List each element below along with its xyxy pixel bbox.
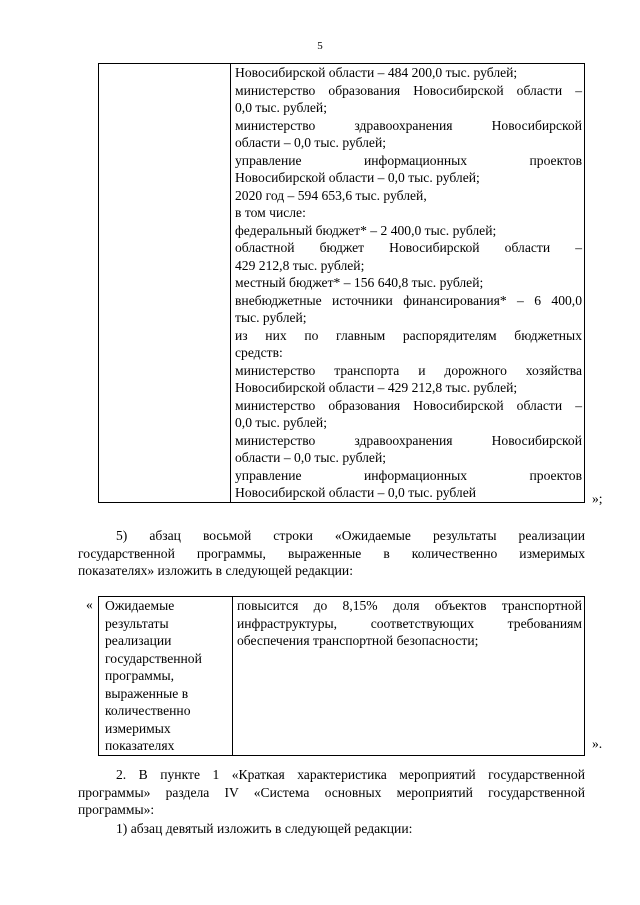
funding-table-line: управление информационных проектов — [235, 467, 582, 483]
funding-table-line: Новосибирской области – 0,0 тыс. рублей; — [235, 170, 480, 185]
funding-table-close-quote: »; — [592, 491, 603, 506]
results-table-close-quote: ». — [592, 736, 603, 751]
funding-table-right-cell — [231, 64, 585, 503]
funding-table-line: области – 0,0 тыс. рублей; — [235, 450, 387, 465]
paragraph-line: программы»: — [78, 802, 155, 817]
funding-table-line: 0,0 тыс. рублей; — [235, 100, 327, 115]
funding-table-line: 429 212,8 тыс. рублей; — [235, 257, 365, 273]
paragraph-line: государственной программы, выраженные в количественно измеримых — [78, 545, 585, 561]
results-table-label-line: реализации — [105, 633, 172, 648]
results-table-line: повысится до 8,15% доля объектов транспортной — [237, 598, 582, 613]
results-table-open-quote: « — [86, 597, 93, 612]
funding-table-line: внебюджетные источники финансирования* – 6 400,0 — [235, 292, 582, 308]
paragraph-line: 1) абзац девятый изложить в следующей редакции: — [116, 821, 413, 836]
funding-table — [98, 63, 585, 503]
funding-table-line: управление информационных проектов — [235, 152, 582, 168]
funding-table-line: Новосибирской области – 429 212,8 тыс. рублей; — [235, 380, 518, 395]
funding-table-line: министерство здравоохранения Новосибирской — [235, 432, 582, 448]
results-table-label-line: выраженные в — [105, 685, 189, 701]
page-number: 5 — [317, 40, 323, 52]
funding-table-line: 0,0 тыс. рублей; — [235, 415, 327, 430]
funding-table-line: из них по главным распорядителям бюджетных — [235, 327, 582, 343]
results-table-label-line: количественно — [105, 703, 191, 718]
results-table-label-line: результаты — [105, 615, 169, 631]
funding-table-line: 2020 год – 594 653,6 тыс. рублей, — [235, 187, 427, 203]
results-table — [98, 596, 585, 756]
funding-table-line: министерство здравоохранения Новосибирской — [235, 117, 582, 133]
paragraph-line: программы» раздела IV «Система основных мероприятий государственной — [78, 784, 585, 800]
paragraph-2 — [78, 766, 585, 819]
funding-table-line: местный бюджет* – 156 640,8 тыс. рублей; — [235, 275, 484, 290]
funding-table-line: министерство транспорта и дорожного хозяйства — [235, 362, 582, 378]
funding-table-line: средств: — [235, 345, 283, 360]
funding-table-line: тыс. рублей; — [235, 310, 307, 325]
funding-table-line: Новосибирской области – 0,0 тыс. рублей — [235, 485, 477, 500]
paragraph-line: 2. В пункте 1 «Краткая характеристика мероприятий государственной — [116, 767, 585, 782]
results-table-label-line: государственной — [105, 650, 202, 666]
paragraph-5 — [78, 527, 585, 580]
paragraph-1 — [78, 820, 585, 838]
funding-table-line: Новосибирской области – 484 200,0 тыс. рублей; — [235, 65, 518, 80]
funding-table-line: министерство образования Новосибирской области – — [235, 82, 582, 98]
paragraph-line: 5) абзац восьмой строки «Ожидаемые результаты реализации — [116, 528, 585, 543]
funding-table-line: области – 0,0 тыс. рублей; — [235, 135, 387, 150]
results-table-label-line: измеримых — [105, 720, 171, 736]
results-table-line: инфраструктуры, соответствующих требованиям — [237, 615, 582, 631]
results-table-line: обеспечения транспортной безопасности; — [237, 633, 479, 648]
funding-table-line: в том числе: — [235, 205, 306, 220]
results-table-right-cell — [233, 597, 585, 756]
funding-table-line: министерство образования Новосибирской области – — [235, 397, 582, 413]
results-table-label-line: программы, — [105, 668, 175, 683]
results-table-label-line: показателях — [105, 738, 175, 753]
funding-table-line: областной бюджет Новосибирской области – — [235, 240, 582, 255]
results-table-label-line: Ожидаемые — [105, 598, 175, 613]
funding-table-line: федеральный бюджет* – 2 400,0 тыс. рублей; — [235, 222, 497, 238]
results-table-left-cell — [99, 597, 233, 756]
paragraph-line: показателях» изложить в следующей редакции: — [78, 563, 353, 578]
funding-table-left-cell — [99, 64, 231, 503]
